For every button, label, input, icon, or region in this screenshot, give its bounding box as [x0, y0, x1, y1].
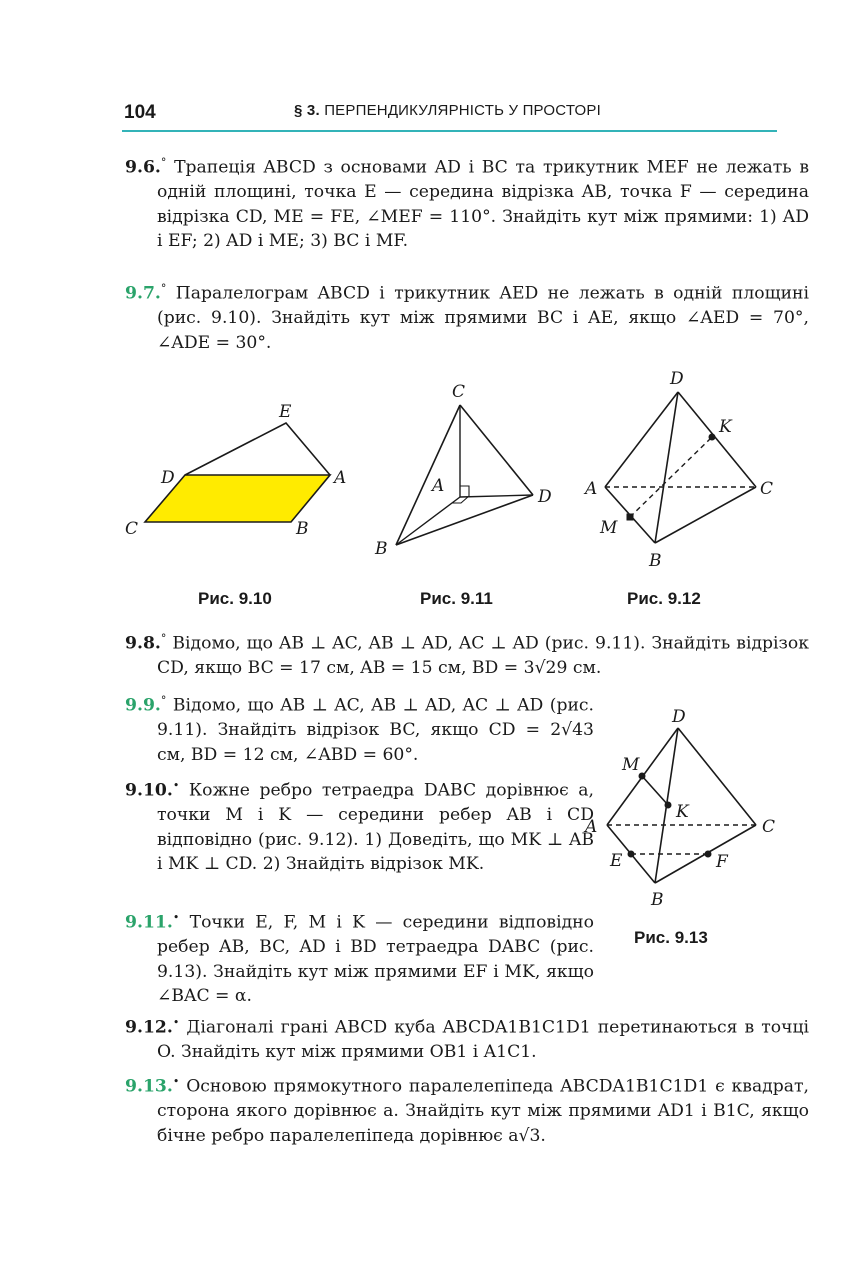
problem-text: Кожне ребро тетраедра DABC дорівнює a, точки M і K — середини ребер AB і CD відповідно (рис. 9.12). 1) Доведіть, що MK ⊥ AB і MK ⊥ CD. 2) Знайдіть відрізок MK. — [157, 780, 594, 874]
label-b: B — [649, 551, 662, 571]
label-k: K — [676, 802, 689, 822]
point-m — [627, 514, 634, 521]
point-k — [709, 434, 716, 441]
label-d: D — [670, 369, 684, 389]
label-b: B — [296, 519, 309, 539]
problem-number: 9.8. — [125, 633, 161, 654]
label-m: M — [600, 518, 618, 538]
label-b: B — [375, 539, 388, 559]
problem-text: Трапеція ABCD з основами AD і BC та трикутник MEF не лежать в одній площині, точка E — середина відрізка AB, точка F — середина відрізка CD, ME = FE, ∠MEF = 110°. Знайдіть кут між прямими: 1) AD і EF; 2) AD і ME; 3) BC і MF. — [157, 157, 810, 251]
label-d: D — [538, 487, 552, 507]
figure-9-12 — [580, 365, 780, 575]
problem-9-13: 9.13.• Основою прямокутного паралелепіпеда ABCDA1B1C1D1 є квадрат, сторона якого дорівнює a. Знайдіть кут між прямими AD1 і B1C, якщо бічне ребро паралелепіпеда дорівнює a√3. — [125, 1075, 809, 1146]
triangle-aed — [185, 423, 330, 475]
problem-text: Паралелограм ABCD і трикутник AED не лежать в одній площині (рис. 9.10). Знайдіть кут між прямими BC і AE, якщо ∠AED = 70°, ∠ADE = 30°. — [157, 283, 809, 353]
problem-9-10: 9.10.• Кожне ребро тетраедра DABC дорівнює a, точки M і K — середини ребер AB і CD відповідно (рис. 9.12). 1) Доведіть, що MK ⊥ AB і MK ⊥ CD. 2) Знайдіть відрізок MK. — [125, 779, 594, 874]
problem-text: Відомо, що AB ⊥ AC, AB ⊥ AD, AC ⊥ AD (рис. 9.11). Знайдіть відрізок CD, якщо BC = 17 см, AB = 15 см, BD = 3√29 см. — [157, 633, 809, 679]
problem-9-11: 9.11.• Точки E, F, M і K — середини відповідно ребер AB, BC, AD і BD тетраедра DABC (рис. 9.13). Знайдіть кут між прямими EF і MK, якщо ∠BAC = α. — [125, 911, 594, 1006]
figure-9-11 — [370, 375, 565, 560]
problem-text: Точки E, F, M і K — середини відповідно ребер AB, BC, AD і BD тетраедра DABC (рис. 9.13). Знайдіть кут між прямими EF і MK, якщо ∠BAC = α. — [157, 912, 594, 1006]
problem-text: Відомо, що AB ⊥ AC, AB ⊥ AD, AC ⊥ AD (рис. 9.11). Знайдіть відрізок BC, якщо CD = 2√43 см, BD = 12 см, ∠ABD = 60°. — [157, 695, 594, 765]
running-title — [294, 102, 601, 119]
point-k — [665, 802, 672, 809]
label-a: A — [334, 468, 347, 488]
figure-9-13 — [580, 700, 780, 915]
problem-number: 9.11. — [125, 912, 173, 933]
label-b: B — [651, 890, 664, 910]
problem-9-9: 9.9.° Відомо, що AB ⊥ AC, AB ⊥ AD, AC ⊥ AD (рис. 9.11). Знайдіть відрізок BC, якщо CD = 2√43 см, BD = 12 см, ∠ABD = 60°. — [125, 694, 594, 765]
problem-9-6: 9.6.° Трапеція ABCD з основами AD і BC та трикутник MEF не лежать в одній площині, точка E — середина відрізка AB, точка F — середина відрізка CD, ME = FE, ∠MEF = 110°. Знайдіть кут між прямими: 1) AD і EF; 2) AD і ME; 3) BC і MF. — [125, 156, 810, 251]
problem-text: Діагоналі грані ABCD куба ABCDA1B1C1D1 перетинаються в точці O. Знайдіть кут між прямими OB1 і A1C1. — [157, 1017, 809, 1063]
page-number: 104 — [124, 102, 156, 123]
label-a: A — [432, 476, 445, 496]
problem-number: 9.13. — [125, 1076, 173, 1097]
right-angle-mark — [460, 486, 469, 496]
section-title: ПЕРПЕНДИКУЛЯРНІСТЬ У ПРОСТОРІ — [324, 102, 601, 119]
caption-9-12: Рис. 9.12 — [627, 589, 701, 608]
label-e: E — [610, 851, 623, 871]
problem-9-12: 9.12.• Діагоналі грані ABCD куба ABCDA1B1C1D1 перетинаються в точці O. Знайдіть кут між прямими OB1 і A1C1. — [125, 1016, 809, 1063]
label-c: C — [760, 479, 774, 499]
point-e — [628, 851, 635, 858]
figure-9-10 — [115, 395, 360, 545]
label-a: A — [585, 817, 598, 837]
label-d: D — [672, 707, 686, 727]
problem-number: 9.6. — [125, 157, 161, 178]
point-m — [639, 773, 646, 780]
label-e: E — [279, 402, 292, 422]
section-label: § 3. — [294, 102, 320, 119]
label-c: C — [452, 382, 466, 402]
caption-9-10: Рис. 9.10 — [198, 589, 272, 608]
label-c: C — [125, 519, 139, 539]
label-k: K — [719, 417, 732, 437]
caption-9-13: Рис. 9.13 — [634, 928, 708, 947]
problem-number: 9.10. — [125, 780, 173, 801]
problem-9-8: 9.8.° Відомо, що AB ⊥ AC, AB ⊥ AD, AC ⊥ AD (рис. 9.11). Знайдіть відрізок CD, якщо BC = 17 см, AB = 15 см, BD = 3√29 см. — [125, 632, 809, 679]
page-header — [122, 96, 777, 132]
label-f: F — [716, 852, 728, 872]
label-c: C — [762, 817, 776, 837]
label-m: M — [622, 755, 640, 775]
label-d: D — [161, 468, 175, 488]
problem-number: 9.9. — [125, 695, 161, 716]
problem-9-7: 9.7.° Паралелограм ABCD і трикутник AED не лежать в одній площині (рис. 9.10). Знайдіть кут між прямими BC і AE, якщо ∠AED = 70°, ∠ADE = 30°. — [125, 282, 809, 353]
problem-number: 9.7. — [125, 283, 161, 304]
point-f — [705, 851, 712, 858]
caption-9-11: Рис. 9.11 — [420, 589, 493, 608]
label-a: A — [585, 479, 598, 499]
problem-text: Основою прямокутного паралелепіпеда ABCDA1B1C1D1 є квадрат, сторона якого дорівнює a. Знайдіть кут між прямими AD1 і B1C, якщо бічне ребро паралелепіпеда дорівнює a√3. — [157, 1076, 809, 1146]
problem-number: 9.12. — [125, 1017, 173, 1038]
